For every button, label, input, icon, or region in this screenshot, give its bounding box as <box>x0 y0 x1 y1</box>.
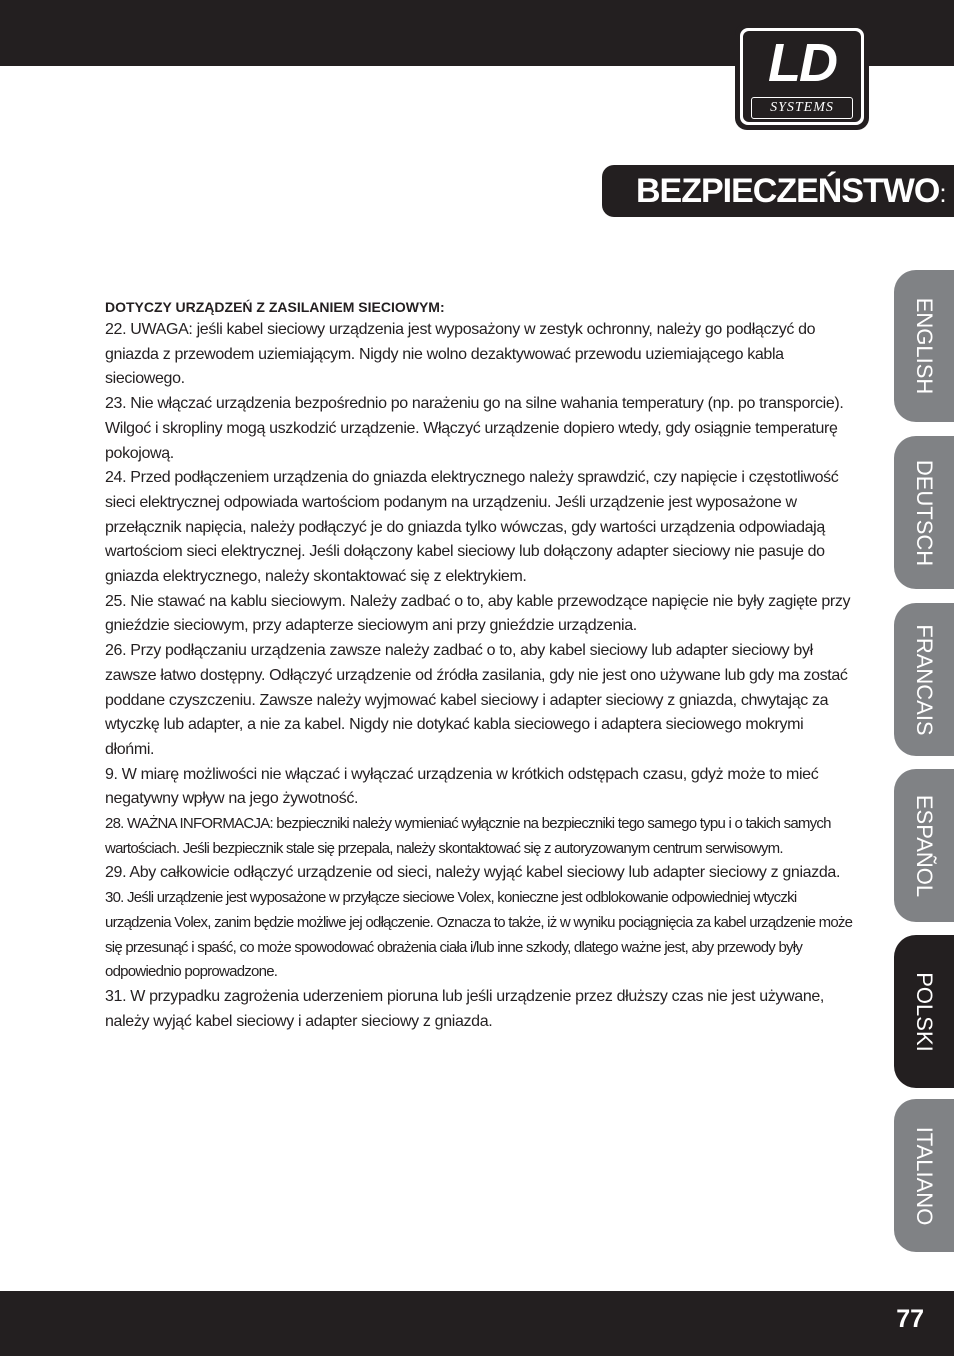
bottom-bar <box>0 1291 954 1356</box>
tab-italiano-label: ITALIANO <box>912 1126 937 1225</box>
tab-espanol-label: ESPAÑOL <box>912 794 937 897</box>
tab-english-label: ENGLISH <box>912 297 937 395</box>
logo-mark: LD <box>768 33 836 93</box>
paragraph-25: 25. Nie stawać na kablu sieciowym. Należy zadbać o to, aby kable przewodzące napięcie nie były zagięte przy gnieździe sieciowym, przy adapterze sieciowym ani przy gnieździe urządzenia. <box>105 592 851 635</box>
section-title-colon: : <box>939 178 947 208</box>
page-number: 77 <box>896 1305 924 1333</box>
paragraph-24: 24. Przed podłączeniem urządzenia do gniazda elektrycznego należy sprawdzić, czy napięcie i częstotliwość sieci elektrycznej odpowiada wartościom podanym na urządzeniu. Jeśli urządzenie jest wyposażone w przełącznik napięcia, należy podłączyć je do gniazda tylko wówczas, gdy wartości urządzenia odpowiadają wartościom sieci elektrycznej. Jeśli dołączony kabel sieciowy lub dołączony adapter sieciowy nie pasuje do gniazda elektrycznego, należy skontaktować się z elektrykiem. <box>105 469 839 586</box>
tab-polski[interactable] <box>894 935 954 1088</box>
paragraph-23: 23. Nie włączać urządzenia bezpośrednio po narażeniu go na silne wahania temperatury (np. po transporcie). Wilgoć i skropliny mogą uszkodzić urządzenie. Włączyć urządzenie dopiero wtedy, gdy osiągnie temperaturę pokojową. <box>105 395 844 462</box>
safety-content <box>105 296 855 1034</box>
content-heading: DOTYCZY URZĄDZEŃ Z ZASILANIEM SIECIOWYM: <box>105 299 445 315</box>
tab-deutsch-label: DEUTSCH <box>912 459 937 566</box>
tab-deutsch[interactable] <box>894 436 954 589</box>
logo-subtitle: SYSTEMS <box>751 97 853 119</box>
ld-systems-logo <box>735 23 869 130</box>
logo-frame <box>740 28 864 125</box>
paragraph-30: 30. Jeśli urządzenie jest wyposażone w przyłącze sieciowe Volex, konieczne jest odblokowanie odpowiedniej wtyczki urządzenia Volex, zanim będzie możliwe jej odłączenie. Oznacza to także, iż w wyniku pociągnięcia za kabel urządzenie może się przesunąć i spaść, co może spowodować obrażenia ciała i/lub inne szkody, dlatego ważne jest, aby przewody były odpowiednio poprowadzone. <box>105 889 853 981</box>
section-title-tab <box>602 165 954 217</box>
paragraph-26: 26. Przy podłączaniu urządzenia zawsze należy zadbać o to, aby kabel sieciowy lub adapter sieciowy był zawsze łatwo dostępny. Odłączyć urządzenie od źródła zasilania, gdy nie jest ono używane lub gdy ma zostać poddane czyszczeniu. Zawsze należy wyjmować kabel sieciowy i adapter sieciowy z gniazda, chwytając za wtyczkę lub adapter, a nie za kabel. Nigdy nie dotykać kabla sieciowego i adaptera sieciowego mokrymi dłońmi. <box>105 642 848 758</box>
tab-italiano[interactable] <box>894 1099 954 1252</box>
tab-francais[interactable] <box>894 603 954 756</box>
section-title-text: BEZPIECZEŃSTWO <box>636 172 940 210</box>
paragraph-9: 9. W miarę możliwości nie włączać i wyłączać urządzenia w krótkich odstępach czasu, gdyż może to mieć negatywny wpływ na jego żywotność. <box>105 765 819 808</box>
logo-core <box>743 31 861 122</box>
paragraph-28: 28. WAŻNA INFORMACJA: bezpieczniki należy wymieniać wyłącznie na bezpieczniki tego samego typu i o takich samych wartościach. Jeśli bezpiecznik stale się przepala, należy skontaktować się z autoryzowanym centrum serwisowym. <box>105 815 831 857</box>
tab-francais-label: FRANCAIS <box>912 623 937 736</box>
paragraph-31: 31. W przypadku zagrożenia uderzeniem pioruna lub jeśli urządzenie przez dłuższy czas nie jest używane, należy wyjąć kabel sieciowy i adapter sieciowy z gniazda. <box>105 987 825 1030</box>
paragraph-29: 29. Aby całkowicie odłączyć urządzenie od sieci, należy wyjąć kabel sieciowy lub adapter sieciowy z gniazda. <box>105 864 841 882</box>
section-title <box>636 168 947 216</box>
tab-polski-label: POLSKI <box>912 971 937 1052</box>
tab-espanol[interactable] <box>894 769 954 922</box>
tab-english[interactable] <box>894 270 954 422</box>
paragraph-22: 22. UWAGA: jeśli kabel sieciowy urządzenia jest wyposażony w zestyk ochronny, należy go podłączyć do gniazda z przewodem uziemiającym. Nigdy nie wolno dezaktywować przewodu uziemiającego kabla sieciowego. <box>105 321 816 388</box>
